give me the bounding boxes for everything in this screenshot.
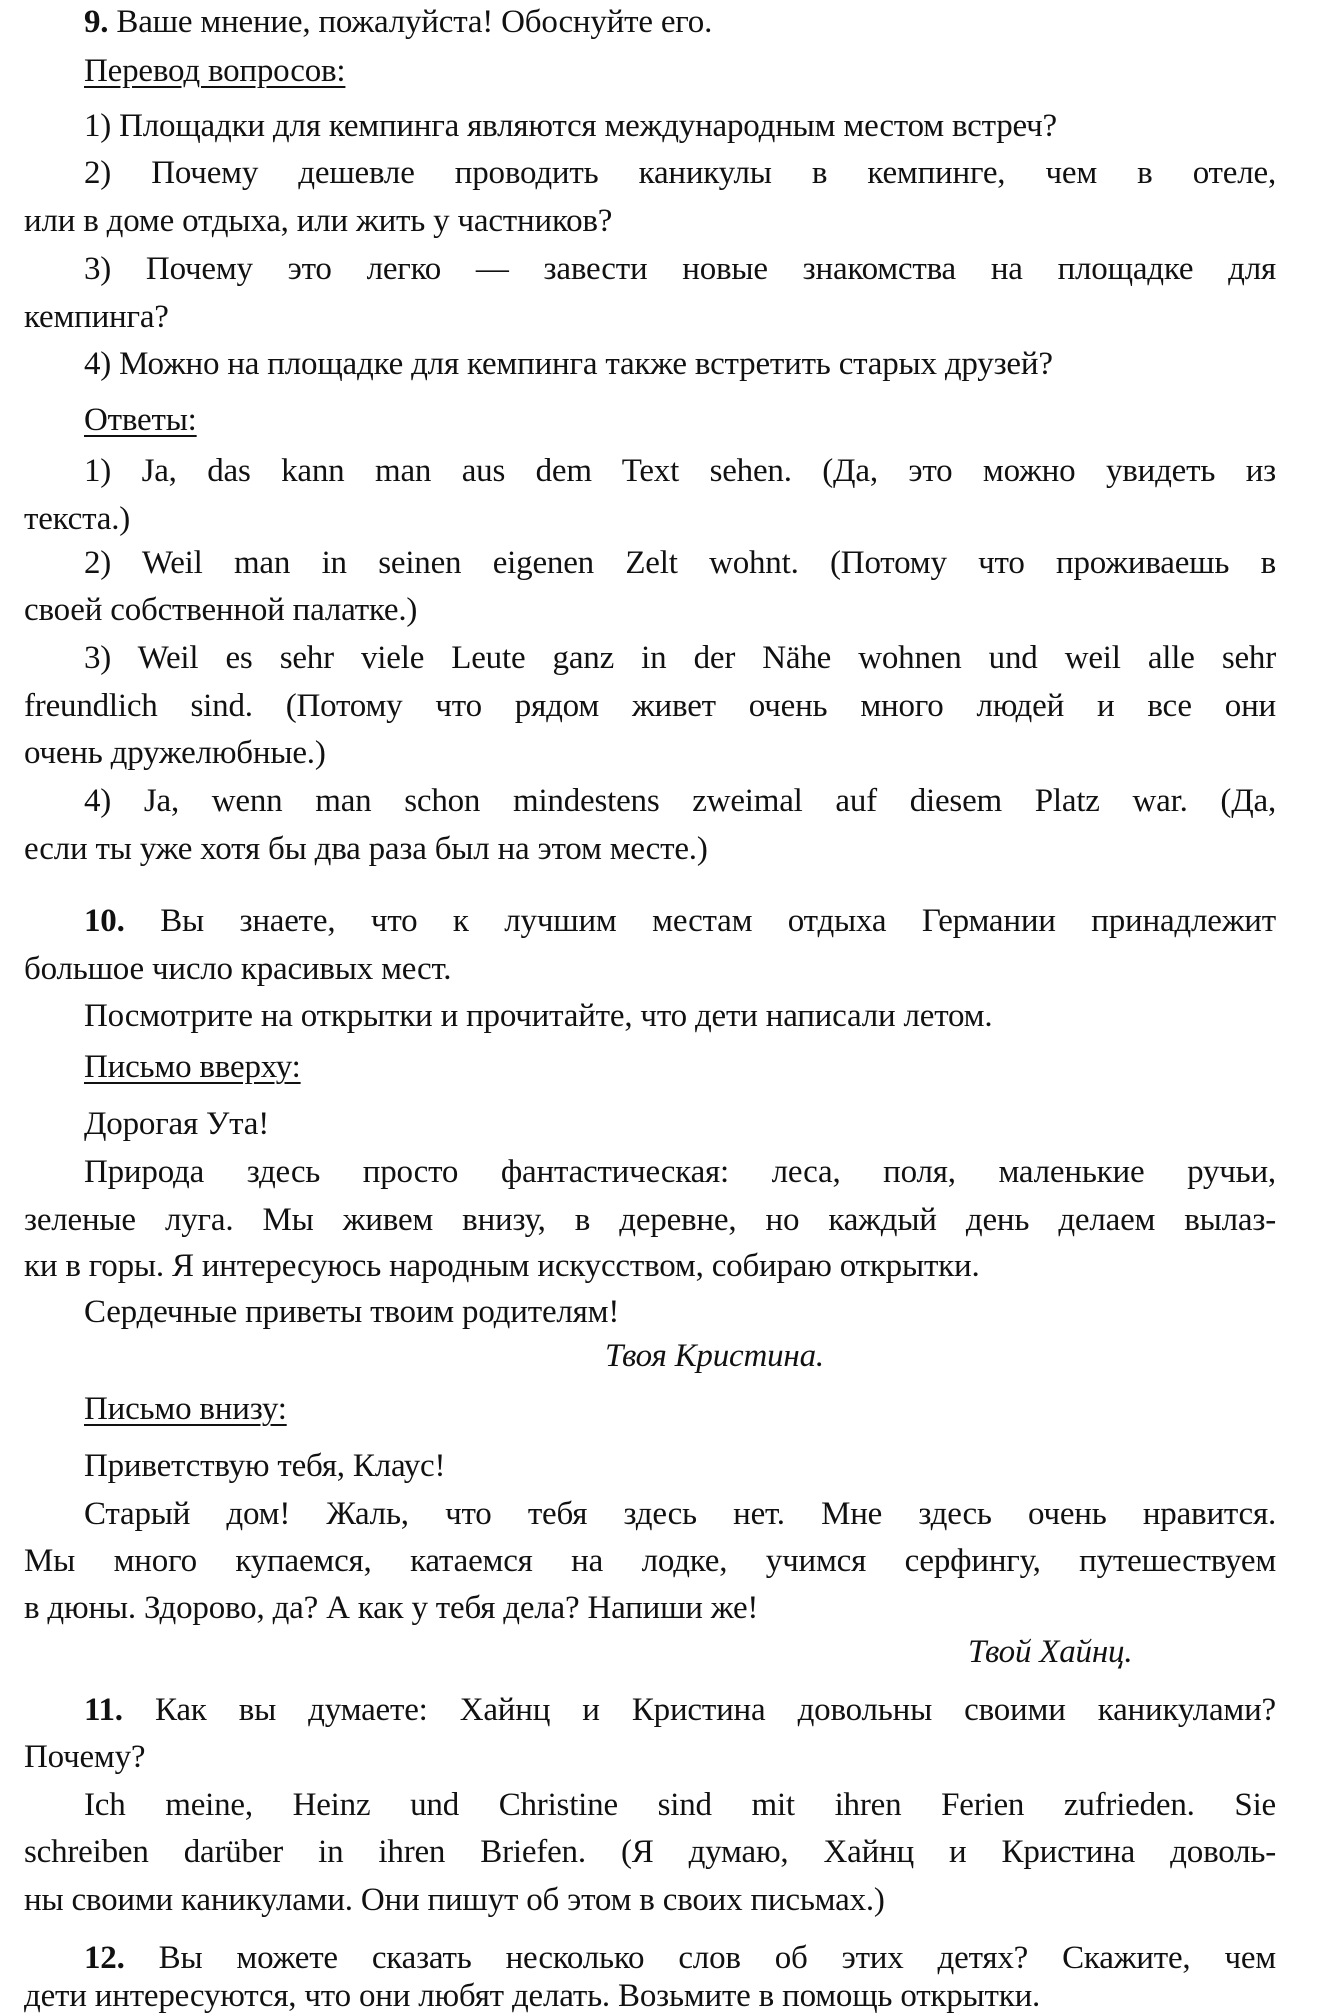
answer-line: 2) Weil man in seinen eigenen Zelt wohnt. (Потому что проживаешь в <box>84 545 1276 581</box>
task12-prompt-cont: дети интересуются, что они любят делать. Возьмите в помощь открытки. <box>24 1978 1041 2014</box>
answer-line: своей собственной палатке.) <box>24 592 418 628</box>
task11-prompt <box>84 1694 1276 1727</box>
question-line: кемпинга? <box>24 299 169 335</box>
letter-top-body-line: ки в горы. Я интересуюсь народным искусством, собираю открытки. <box>24 1248 980 1284</box>
answer-line: 3) Weil es sehr viele Leute ganz in der Nähe wohnen und weil alle sehr <box>84 640 1276 676</box>
answer-line: freundlich sind. (Потому что рядом живет очень много людей и все они <box>24 688 1276 724</box>
letter-bottom-body-line: Мы много купаемся, катаемся на лодке, учимся серфингу, путешествуем <box>24 1543 1276 1579</box>
letter-top-body-line: зеленые луга. Мы живем внизу, в деревне, но каждый день делаем вылаз- <box>24 1202 1276 1238</box>
question-line: 2) Почему дешевле проводить каникулы в кемпинге, чем в отеле, <box>84 155 1276 191</box>
task-prompt-text: Вы знаете, что к лучшим местам отдыха Германии принадлежит <box>160 903 1276 939</box>
translation-heading: Перевод вопросов: <box>84 53 346 89</box>
task-prompt-text: Как вы думаете: Хайнц и Кристина довольны своими каникулами? <box>154 1692 1276 1728</box>
answers-heading: Ответы: <box>84 402 197 438</box>
question-line: 1) Площадки для кемпинга являются международным местом встреч? <box>84 108 1058 144</box>
task10-prompt <box>84 905 1276 938</box>
letter-top-greeting: Дорогая Ута! <box>84 1106 270 1142</box>
task11-answer-line: Ich meine, Heinz und Christine sind mit ihren Ferien zufrieden. Sie <box>84 1787 1276 1823</box>
question-line: 3) Почему это легко — завести новые знакомства на площадке для <box>84 251 1276 287</box>
task-prompt-text: Вы можете сказать несколько слов об этих детях? Скажите, чем <box>158 1940 1276 1976</box>
task-prompt-text: Ваше мнение, пожалуйста! Обоснуйте его. <box>116 4 713 40</box>
letter-top-signature: Твоя Кристина. <box>605 1338 824 1374</box>
letter-top-heading: Письмо вверху: <box>84 1049 301 1085</box>
letter-bottom-body-line: в дюны. Здорово, да? А как у тебя дела? Напиши же! <box>24 1590 759 1626</box>
letter-bottom-signature: Твой Хайнц. <box>968 1634 1133 1670</box>
letter-top-body-line: Природа здесь просто фантастическая: леса, поля, маленькие ручьи, <box>84 1154 1276 1190</box>
task10-prompt-cont: большое число красивых мест. <box>24 951 452 987</box>
question-line: или в доме отдыха, или жить у частников? <box>24 203 613 239</box>
answer-line: 4) Ja, wenn man schon mindestens zweimal auf diesem Platz war. (Да, <box>84 783 1276 819</box>
question-line: 4) Можно на площадке для кемпинга также встретить старых друзей? <box>84 346 1053 382</box>
letter-top-closing: Сердечные приветы твоим родителям! <box>84 1294 620 1330</box>
task10-instruction: Посмотрите на открытки и прочитайте, что дети написали летом. <box>84 998 993 1034</box>
task11-prompt-cont: Почему? <box>24 1739 146 1775</box>
task-number: 9. <box>84 4 109 40</box>
answer-line: текста.) <box>24 501 131 537</box>
task11-answer-line: schreiben darüber in ihren Briefen. (Я думаю, Хайнц и Кристина доволь- <box>24 1834 1276 1870</box>
task9-prompt <box>84 6 712 39</box>
task11-answer-line: ны своими каникулами. Они пишут об этом в своих письмах.) <box>24 1882 885 1918</box>
task-number: 11. <box>84 1692 123 1728</box>
task-number: 10. <box>84 903 125 939</box>
task-number: 12. <box>84 1940 125 1976</box>
task12-prompt <box>84 1942 1276 1975</box>
letter-bottom-greeting: Приветствую тебя, Клаус! <box>84 1448 446 1484</box>
letter-bottom-heading: Письмо внизу: <box>84 1391 287 1427</box>
answer-line: если ты уже хотя бы два раза был на этом месте.) <box>24 831 708 867</box>
answer-line: 1) Ja, das kann man aus dem Text sehen. (Да, это можно увидеть из <box>84 453 1276 489</box>
answer-line: очень дружелюбные.) <box>24 735 326 771</box>
letter-bottom-body-line: Старый дом! Жаль, что тебя здесь нет. Мне здесь очень нравится. <box>84 1496 1276 1532</box>
